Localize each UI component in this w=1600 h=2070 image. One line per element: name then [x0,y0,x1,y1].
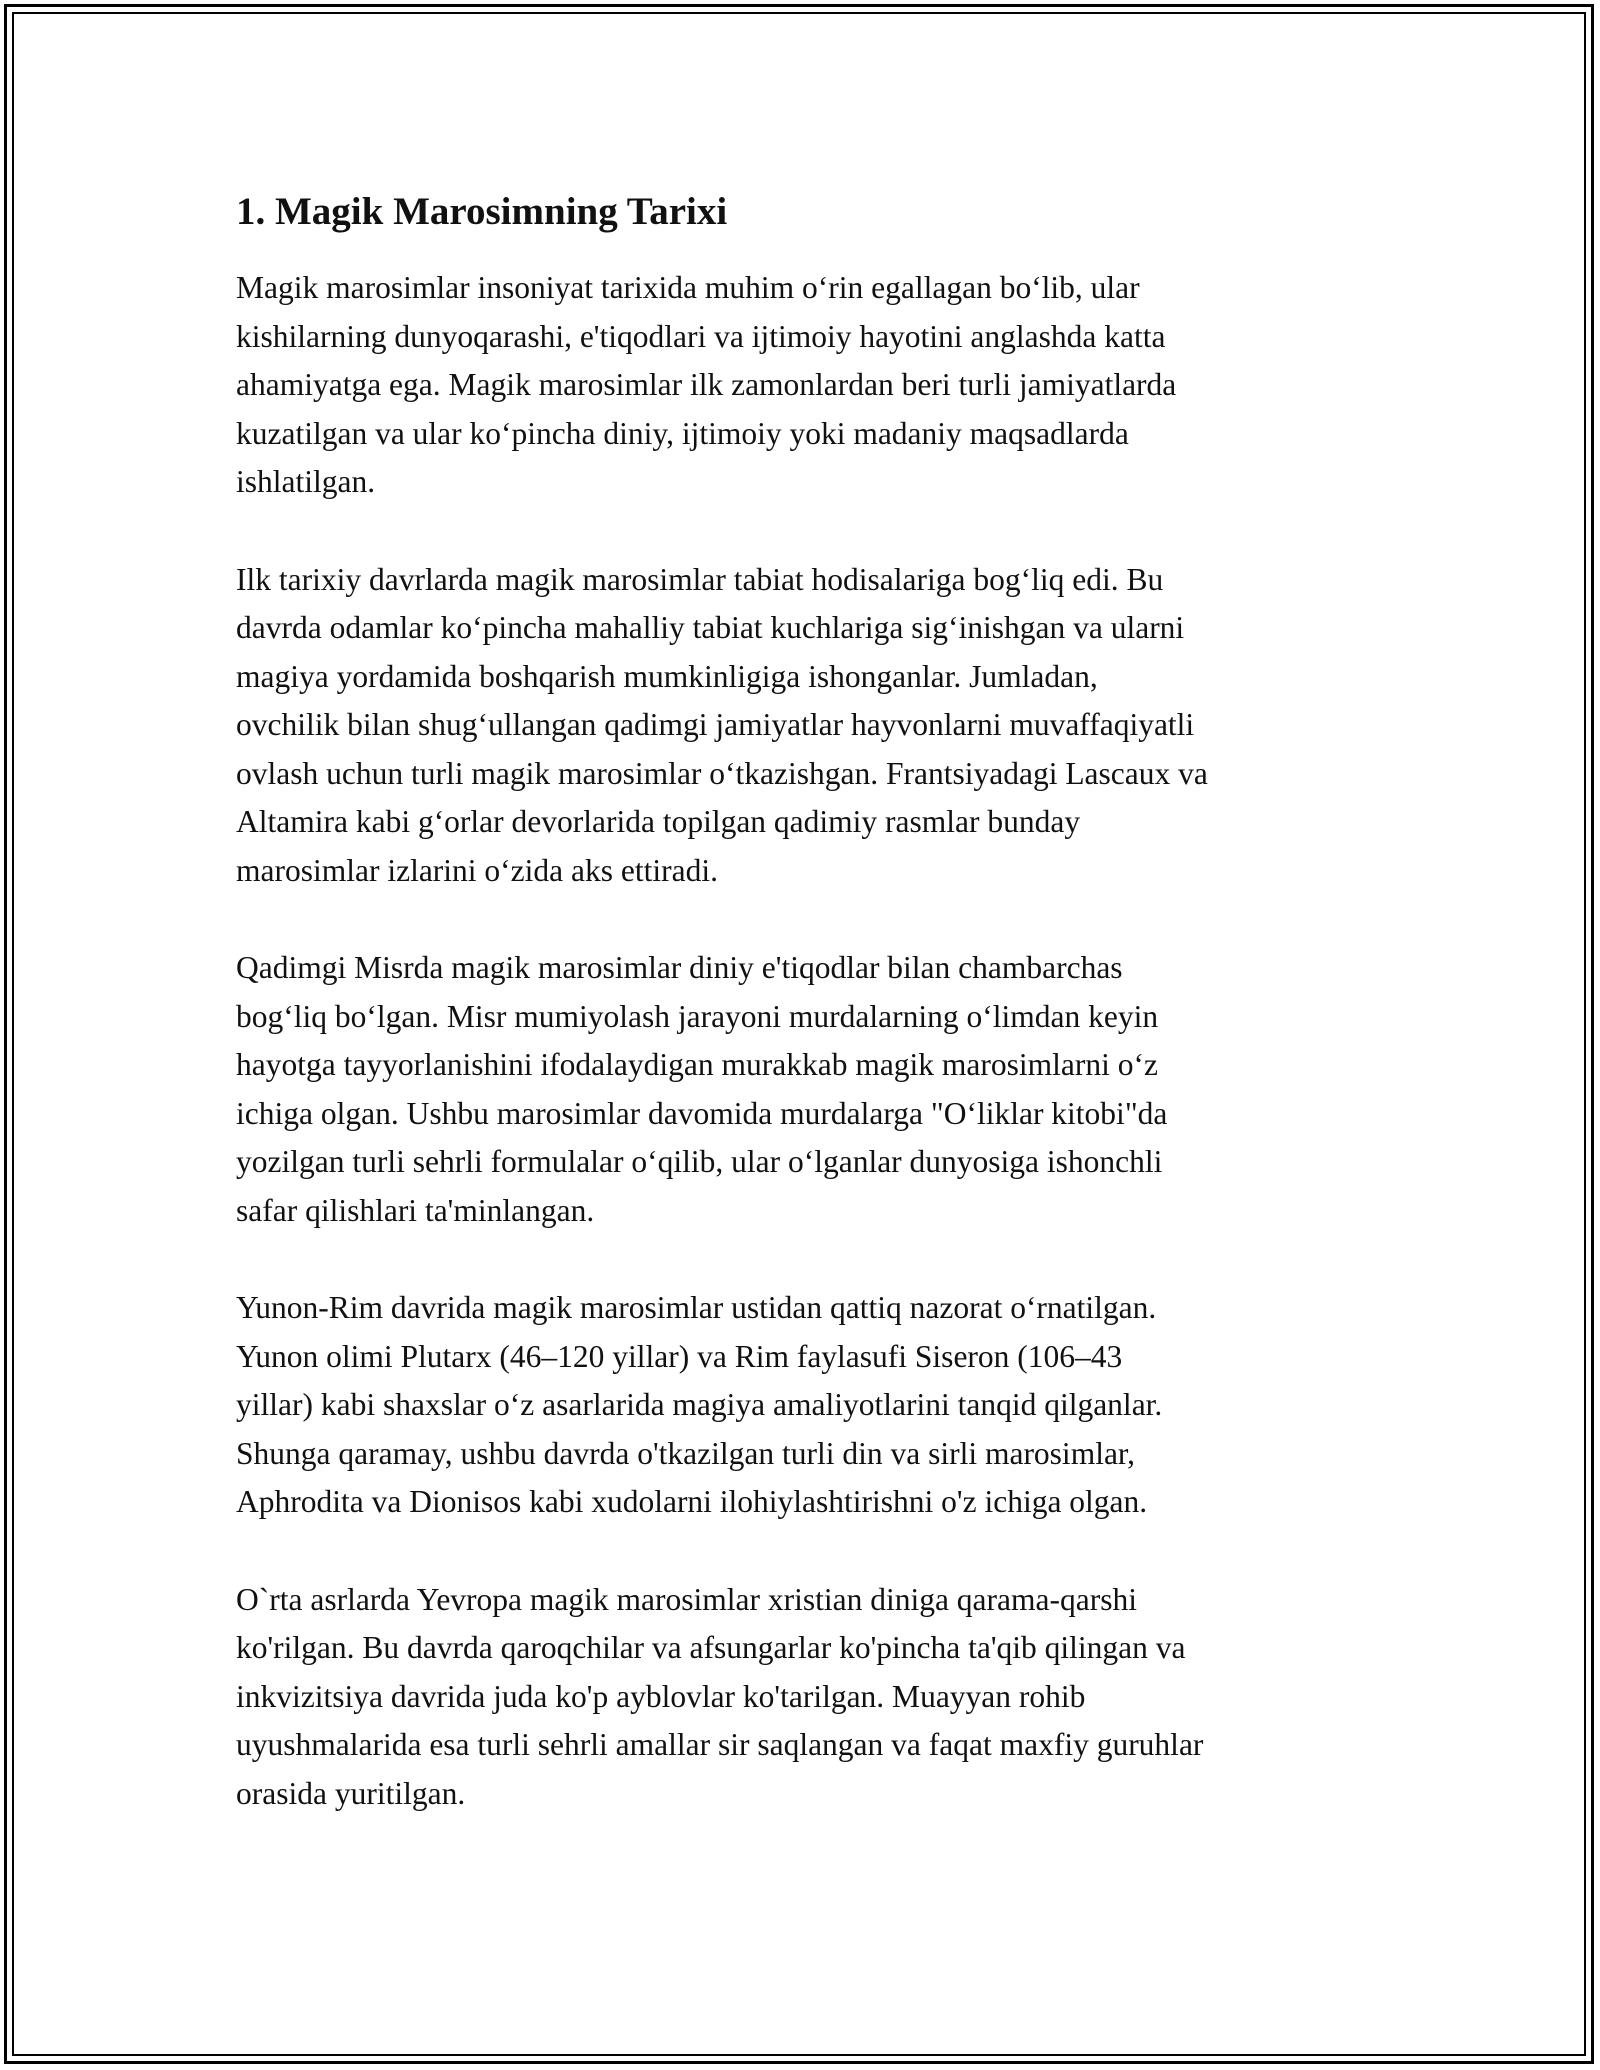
paragraph-1 [236,264,1396,507]
document-body [236,188,1396,1867]
paragraph-line: Yunon olimi Plutarx (46–120 yillar) va Rim faylasufi Siseron (106–43 [236,1338,1123,1374]
paragraph-line: O`rta asrlarda Yevropa magik marosimlar xristian diniga qarama-qarshi [236,1581,1137,1617]
paragraph-line: Yunon-Rim davrida magik marosimlar ustidan qattiq nazorat o‘rnatilgan. [236,1290,1157,1325]
paragraph-line: kuzatilgan va ular ko‘pincha diniy, ijtimoiy yoki madaniy maqsadlarda [236,415,1129,451]
paragraph-5 [236,1576,1396,1819]
paragraph-line: Aphrodita va Dionisos kabi xudolarni ilohiylashtirishni o'z ichiga olgan. [236,1484,1148,1519]
paragraph-line: davrda odamlar ko‘pincha mahalliy tabiat kuchlariga sig‘inishgan va ularni [236,610,1185,645]
paragraph-line: uyushmalarida esa turli sehrli amallar sir saqlangan va faqat maxfiy guruhlar [236,1727,1204,1762]
paragraph-line: Qadimgi Misrda magik marosimlar diniy e'tiqodlar bilan chambarchas [236,950,1123,985]
paragraph-line: ahamiyatga ega. Magik marosimlar ilk zamonlardan beri turli jamiyatlarda [236,367,1177,402]
paragraph-line: ovlash uchun turli magik marosimlar o‘tkazishgan. Frantsiyadagi Lascaux va [236,755,1208,791]
paragraph-line: Magik marosimlar insoniyat tarixida muhim o‘rin egallagan bo‘lib, ular [236,270,1140,305]
paragraph-line: marosimlar izlarini o‘zida aks ettiradi. [236,852,718,888]
paragraph-line: safar qilishlari ta'minlangan. [236,1192,595,1228]
section-heading: 1. Magik Marosimning Tarixi [236,190,728,233]
paragraph-2 [236,556,1396,896]
paragraph-line: ovchilik bilan shug‘ullangan qadimgi jamiyatlar hayvonlarni muvaffaqiyatli [236,707,1195,742]
paragraph-line: orasida yuritilgan. [236,1775,466,1811]
paragraph-line: yozilgan turli sehrli formulalar o‘qilib, ular o‘lganlar dunyosiga ishonchli [236,1144,1163,1179]
paragraph-line: hayotga tayyorlanishini ifodalaydigan murakkab magik marosimlarni o‘z [236,1047,1158,1082]
paragraph-line: magiya yordamida boshqarish mumkinligiga ishonganlar. Jumladan, [236,658,1098,694]
paragraph-line: bog‘liq bo‘lgan. Misr mumiyolash jarayoni murdalarning o‘limdan keyin [236,998,1159,1034]
paragraph-3 [236,944,1396,1235]
paragraph-line: ishlatilgan. [236,464,376,499]
paragraph-line: Shunga qaramay, ushbu davrda o'tkazilgan turli din va sirli marosimlar, [236,1435,1136,1471]
paragraph-line: Altamira kabi g‘orlar devorlarida topilgan qadimiy rasmlar bunday [236,804,1081,839]
paragraph-line: inkvizitsiya davrida juda ko'p ayblovlar ko'tarilgan. Muayyan rohib [236,1678,1086,1714]
paragraph-line: ko'rilgan. Bu davrda qaroqchilar va afsungarlar ko'pincha ta'qib qilingan va [236,1630,1186,1665]
paragraph-line: yillar) kabi shaxslar o‘z asarlarida magiya amaliyotlarini tanqid qilganlar. [236,1387,1163,1422]
paragraph-line: ichiga olgan. Ushbu marosimlar davomida murdalarga "O‘liklar kitobi"da [236,1095,1168,1131]
paragraph-4 [236,1284,1396,1527]
paragraph-line: kishilarning dunyoqarashi, e'tiqodlari va ijtimoiy hayotini anglashda katta [236,318,1166,354]
paragraph-line: Ilk tarixiy davrlarda magik marosimlar tabiat hodisalariga bog‘liq edi. Bu [236,561,1164,597]
